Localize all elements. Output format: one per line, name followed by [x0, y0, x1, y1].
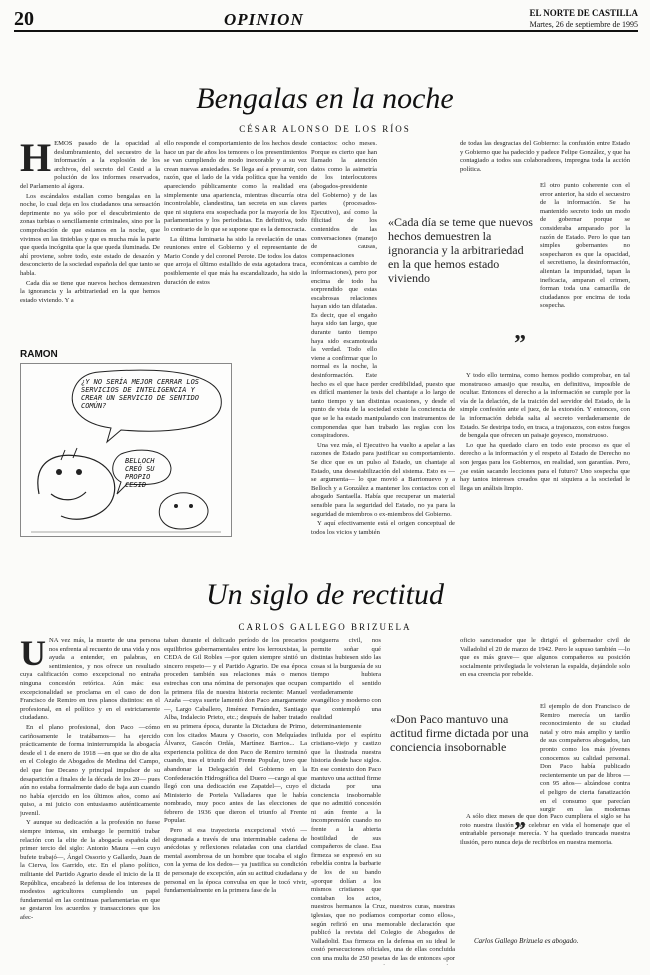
- article2-pullquote: [390, 712, 536, 844]
- close-quote-icon: ”: [514, 818, 526, 844]
- cartoon-panel: [20, 363, 232, 537]
- paragraph: A sólo diez meses de que don Paco cumpliera el siglo se ha roto nuestra ilusión por celebrar en vida el homenaje que el entrañable personaje merecía. Y ha quedado truncada nuestra ilusión, pero nunca deja de recibirlos en nuestra memoria.: [460, 813, 630, 846]
- article2-column-2: [164, 637, 307, 965]
- article-title: Un siglo de rectitud: [205, 578, 445, 611]
- article-byline: CARLOS GALLEGO BRIZUELA: [238, 622, 412, 632]
- paragraph: de todas las desgracias del Gobierno: la confusión entre Estado y Gobierno que ha padecido y padece Felipe González, y que ha contagiado a todos sus colaboradores, impregna toda la acción política.: [460, 140, 630, 173]
- cartoon-speech-bubble: ¿Y NO SERÍA MEJOR CERRAR LOS SERVICIOS DE INTELIGENCIA Y CREAR UN SERVICIO DE SENTIDO COMÚN?: [81, 378, 200, 410]
- pullquote-text: «Cada día se teme que nuevos hechos demuestren la ignorancia y la arbitrariedad en la que hemos estado viviendo: [388, 215, 533, 285]
- article2-column-4-bottom: [460, 813, 630, 931]
- paragraph: contactos: ocho meses. Porque es cierto que han llamado la atención datos como la asimetría de los interlocutores (abogados-presidente del Gobierno) y de las partes (procesados-Ejecutivo), así como la filicitad de los contenidos de las conversaciones (manejo de causas, compensaciones económicas a cambio de informaciones), pero por encima de todo ha sorprendido que estas escabrosas relaciones hayan sido tan dilatadas. Es decir, que el engaño haya sido tan largo, que durante tanto tiempo haya sido escamoteada la verdad. Todo ello viene a confirmar que lo normal es la noche, la desinformación. Este hecho es el que hace perder credibilidad, puesto que es difícil mantener la tesis del chantaje a lo largo de tanto tiempo y tan distintas ocasiones, y desde el punto de vista de la sociedad existe la conciencia de que se le ha estado manipulando con instrumentos de componendas que han trabado las reglas con los conspiradores.: [311, 140, 455, 440]
- article2-column-4-side: [540, 703, 630, 813]
- paragraph: Y todo ello termina, como hemos podido comprobar, en tal monstruoso amasijo que resulta, en definitiva, imposible de ocultar. Entonces el derecho a la información se cumple por la vía de la delación, de la traición del servidor del Estado, de la simple confesión ante el juez, de la extorsión. Y entonces, con la información debida salta al secreto verdaderamente de Estado. Se destripa todo, en traca, a trajonazos, con estos fuegos de bengala que ofrecen un paisaje goyesco, monstruoso.: [460, 372, 630, 440]
- paragraph: postguerra civil, nos permite soñar qué distintas hubiesen sido las cosas si la burguesía de su tiempo hubiera compartido el sentido verdaderamente evangélico y moderno con que contempló una realidad determinantemente influida por el espíritu cristiano-viejo y castizo que la ilustrada nuestra historia desde hace siglos. En ese contexto don Paco mantuvo una actitud firme dictada por una conciencia insobornable que no admitió concesión ni aún frente a la incomprensión cuando no frente a la abierta hostilidad de sus compañeros de clase. Esa firmeza se expresó en su rebeldía contra la barbarie de los de su bando «porque dolían a los mismos cristianos que contaban los actos, nuestros hermanos la Cruz, nuestros curas, nuestras iglesias, que no podíamos comportar como ellos», según refirió en una memorable declaración que publicó la revista del Colegio de Abogados de Valladolid. Esa firmeza en la defensa en su ideal le costó persecuciones oficiales, una de ellas concluida con una multa de 250 pesetas de las de entonces «por: [311, 637, 455, 962]
- paragraph: NA vez más, la muerte de una persona nos enfrenta al recuento de una vida y nos ayuda a entender, en palabras, en sentimientos, y nos ofrece un resultado cuya calificación como excepcional no entraña ninguna concesión retórica. Aún más: esa excepcionalidad se proclama en el caso de don Francisco de Remiro en tres planos distintos: en el profesional, en el político y en el estrictamente ciudadano.: [20, 637, 160, 722]
- article2-column-4-top: [460, 637, 630, 703]
- issue-date: Martes, 26 de septiembre de 1995: [529, 20, 638, 29]
- author-signature: Carlos Gallego Brizuela es abogado.: [474, 937, 579, 945]
- close-quote-icon: ”: [514, 331, 526, 357]
- article-title: Bengalas en la noche: [196, 82, 454, 115]
- drop-cap: H: [20, 140, 52, 180]
- pullquote-text: «Don Paco mantuvo una actitud firme dictada por una conciencia insobornable: [390, 712, 529, 754]
- paragraph: En el plano profesional, don Paco —cómo cariñosamente le tratábamos— ha ejercido prácticamente de forma ininterrumpida la abogacía desde el 1 de enero de 1918 —en que se dio de alta en el Colegio de Abogados de Medina del Campo, del que fue Decano y principal impulsor de su desaparición a finales de la década de los 20— pues aún no estaba formalmente dado de baja aun cuando no había ejercido en los últimos años, como así quiso, a mi juicio con entusiasmo auténticamente juvenil.: [20, 723, 160, 817]
- newspaper-masthead: EL NORTE DE CASTILLA: [529, 8, 638, 18]
- article1-column-3: [311, 140, 455, 546]
- paragraph: Pero si esa trayectoria excepcional vivió —desgranada a través de una interminable cadena de anécdotas y reflexiones relatadas con una claridad mental asombrosa de un hombre que tocaba el siglo con la yema de los dedos— ya justifica su condición de personaje de excepción, aún su actitud ciudadana y personal en la época convulsa en que le tocó vivir, fundamentalmente en la primera fase de la: [164, 827, 307, 895]
- paragraph: Cada día se tiene que nuevos hechos demuestren la ignorancia y la arbitrariedad en la que hemos estado viviendo. Y a: [20, 279, 160, 304]
- paragraph: El otro punto coherente con el error anterior, ha sido el secuestro de la información. Se ha mantenido secreto todo un modo de gobernar porque se consideraba amparado por la razón de Estado. Pero lo que tan simples gobernantes no sospecharon es que la opacidad, el secretismo, la desinformación, alientan la impunidad, tapan la ineficacia, amparan el crimen, forman toda una camarilla de ciudadanos por encima de toda sospecha.: [540, 182, 630, 310]
- article2-column-1: [20, 637, 160, 965]
- cartoon-label: RAMON: [20, 349, 58, 360]
- paragraph: taban durante el delicado período de los precarios equilibrios gubernamentales entre los lerrouxistas, la CEDA de Gil Robles —por quien siempre sintió un sincero respeto— y el Partido Agrario. De esa época proceden también sus relaciones más o menos estrechas con una nómina de personajes que ocupan la primera fila de nuestra historia reciente: Manuel Azaña —cuya suerte lamentó don Paco amargamente—, Largo Caballero, Jiménez Fernández, Santiago Alba, Indalecio Prieto, etc.; después de haber tratado en su primera época, durante la Dictadura de Primo, con los citados Maura y Ossorio, con Melquíades Álvarez, Gascón Ordás, Martínez Barrios... La experiencia política de don Paco de Remiro terminó cuando, tras el triunfo del Frente Popular, tuvo que abandonar la Delegación del Gobierno en la Confederación Hidrográfica del Duero —cargo al que llegó con una dedicación ese Zapatdel—, cuyo el Ministerio de Portela Valladares que le había nombrado, muy poco antes de las elecciones de febrero de 1936 que dieron el triunfo al Frente Popular.: [164, 637, 307, 825]
- paragraph: El ejemplo de don Francisco de Remiro merecía un tardío reconocimiento de su ciudad natal y otro más amplio y tardío de sus compañeros abogados, tan pronto como los más jóvenes conocemos su calidad personal. Don Paco había publicado recientemente un par de libros —con 95 años— alzándose contra el peligro de cierta fanatización en el consumo que parecían surgir en las modernas: [540, 703, 630, 813]
- paragraph: EMOS pasado de la opacidad al deslumbramiento, del secuestro de la información a la explosión de los archivos, del secreto del Cesid a la polución de los informes reservados, del Parlamento al ágora.: [20, 140, 160, 190]
- header-rule: [14, 30, 638, 32]
- paragraph: Y aquí efectivamente está el origen conceptual de todos los vicios y también: [311, 520, 455, 536]
- paragraph: La última luminaria ha sido la revelación de unas reuniones entre el Gobierno y el representante de Mario Conde y del coronel Perote. De todos los datos que arroja el último estallido de esta agotadora traca, posiblemente el que más ha escandalizado, ha sido la duración de estos: [164, 235, 307, 286]
- paragraph: Y aunque su dedicación a la profesión no fuese siempre intensa, sin embargo le permitió trabar relación con la elite de la abogacía española del primer tercio del siglo: Antonio Maura —en cuyo bufete trabajó—, Ángel Ossorio y Gallardo, Juan de la Cierva, los Garrido, etc. En el plano político, militante del Partido Agrario desde el inicio de la II República, encabezó la defensa de los intereses de modestos agricultores cumpliendo un papel fundamental en las continuas parlamentarias en que se gestaron los acuerdos y transacciones que los afec-: [20, 819, 160, 921]
- paragraph: ello responde el comportamiento de los hechos desde hace un par de años los temores o los presentimientos se van cumpliendo de modo inexorable y a su vez crean nuevas ansiedades. Se llega así a presumir, con razón, que el lado de la vida política que ha venido apareciendo públicamente como la realidad era simplemente una apariencia, mientras discurría otra incontrolable, clandestina, tan secreta en sus claves que ni siquiera era sospechada por la mayoría de los parlamentarios y los periodistas. En definitiva, todo lo contrario de lo que se supone que es la democracia.: [164, 140, 307, 233]
- header-bar: [14, 6, 638, 46]
- article1-column-4-side: [540, 182, 630, 372]
- article1-column-4-top: [460, 140, 630, 180]
- article1-column-4-bottom: [460, 372, 630, 546]
- paragraph: oficio sancionador que le dirigió el gobernador civil de Valladolid el 20 de marzo de 1942. Pero le supuso también —lo que es más grave— que algunos compañeros su posición socialmente privilegiada le volvieran la espalda, dejándole solo en esa creencia por rebelde.: [460, 637, 630, 679]
- page-number: 20: [14, 8, 34, 30]
- drop-cap: U: [20, 637, 46, 673]
- section-title: OPINION: [224, 10, 304, 29]
- article1-pullquote: [388, 215, 536, 357]
- cartoon-caption: BELLOCH CREÓ SU PROPIO CESID: [125, 457, 155, 489]
- article-byline: CÉSAR ALONSO DE LOS RÍOS: [239, 124, 411, 134]
- article1-column-1: [20, 140, 160, 346]
- paragraph: Una vez más, el Ejecutivo ha vuelto a apelar a las razones de Estado para justificar su comportamiento. Se dice que es un pulso al Estado, un chantaje al Estado, una desestabilización del sistema. Esto es —se argumenta— lo que movió a Barrionuevo y a Belloch y a González a mantener los contactos con el abogado Santaella. Había que recuperar un material sensible para la seguridad del Estado, no ya para la seguridad de miembros o ex-miembros del Gobierno.: [311, 441, 455, 518]
- article1-column-2: [164, 140, 307, 346]
- paragraph: Los escándalos estallan como bengalas en la noche, lo cual deja en los ciudadanos una sensación deprimente no ya sólo por el descubrimiento de zonas turbias o sencillamente criminales, sino por la comprobación de que estamos en la noche, que vivimos en las tinieblas y que es mucha más la parte que queda incógnita que la que queda iluminada. De ahí proviene, sobre todo, este estado de desazón y desconcierto de la sociedad española del que tanto se habla.: [20, 192, 160, 277]
- paragraph: Lo que ha quedado claro en todo este proceso es que el derecho a la información y el respeto al Estado de Derecho no son jergas para los Gobiernos, en realidad, son garantías. Pero, ¿se están sacando lecciones para el futuro? Uno sospecha que hay tantos intereses creados que ni siquiera a la sociedad le llega un análisis limpio.: [460, 441, 630, 492]
